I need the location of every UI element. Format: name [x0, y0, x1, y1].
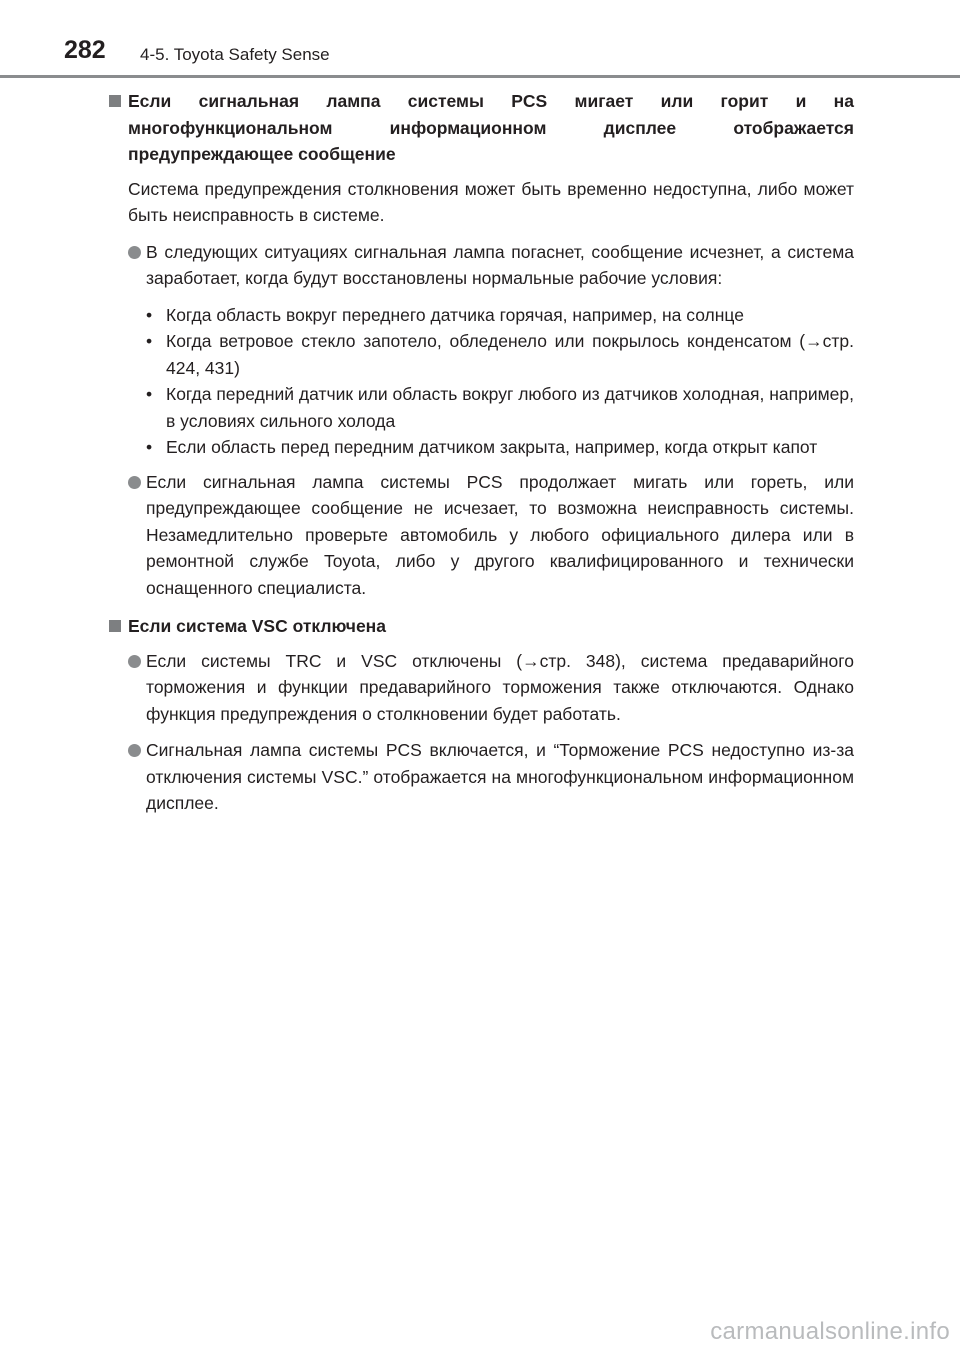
page-number: 282 — [64, 36, 106, 64]
circle-bullet-item: В следующих ситуациях сигнальная лампа погаснет, сообщение исчезнет, а система заработает, когда будут восстановлены нормальные рабочие условия: — [108, 239, 854, 292]
circle-bullet-icon — [128, 744, 141, 757]
square-bullet-icon — [109, 620, 121, 632]
circle-bullet-icon — [128, 476, 141, 489]
dot-bullet-icon: • — [146, 384, 153, 404]
watermark-text: carmanualsonline.info — [710, 1318, 950, 1345]
page-header — [0, 0, 960, 80]
circle-bullet-item: Если системы TRC и VSC отключены (→стр. 348), система предаварийного торможения и функции предаварийного торможения также отключаются. Однако функция предупреждения о столкновении будет работать. — [108, 648, 854, 728]
page-content — [108, 88, 854, 817]
square-bullet-icon — [109, 95, 121, 107]
dot-bullet-icon: • — [146, 331, 153, 351]
dot-bullet-icon: • — [146, 437, 153, 457]
section-title: 4-5. Toyota Safety Sense — [140, 45, 330, 64]
section-intro: Система предупреждения столкновения может быть временно недоступна, либо может быть неисправность в системе. — [128, 178, 854, 225]
circle-bullet-item: Сигнальная лампа системы PCS включается, и “Торможение PCS недоступно из-за отключения системы VSC.” отображается на многофункциональном информационном дисплее. — [108, 737, 854, 817]
sub-bullet-item: • Когда ветровое стекло запотело, обледенело или покрылось конденсатом (→стр. 424, 431) — [108, 328, 854, 381]
section-heading-vsc-off: Если система VSC отключена — [108, 613, 854, 640]
sub-bullet-item: • Когда передний датчик или область вокруг любого из датчиков холодная, например, в условиях сильного холода — [108, 381, 854, 434]
circle-bullet-icon — [128, 246, 141, 259]
sub-bullet-item: • Когда область вокруг переднего датчика горячая, например, на солнце — [108, 302, 854, 329]
section-heading-pcs-warning: Если сигнальная лампа системы PCS мигает или горит и на многофункциональном информационном дисплее отображается предупреждающее сообщение — [108, 88, 854, 168]
circle-bullet-icon — [128, 655, 141, 668]
dot-bullet-icon: • — [146, 304, 153, 325]
circle-bullet-item: Если сигнальная лампа системы PCS продолжает мигать или гореть, или предупреждающее сообщение не исчезает, то возможна неисправность системы. Незамедлительно проверьте автомобиль у любого официального дилера или в ремонтной службе Toyota, либо у другого квалифицированного и технически оснащенного специалиста. — [108, 469, 854, 602]
sub-bullet-item: • Если область перед передним датчиком закрыта, например, когда открыт капот — [108, 434, 854, 461]
header-divider — [0, 75, 960, 78]
